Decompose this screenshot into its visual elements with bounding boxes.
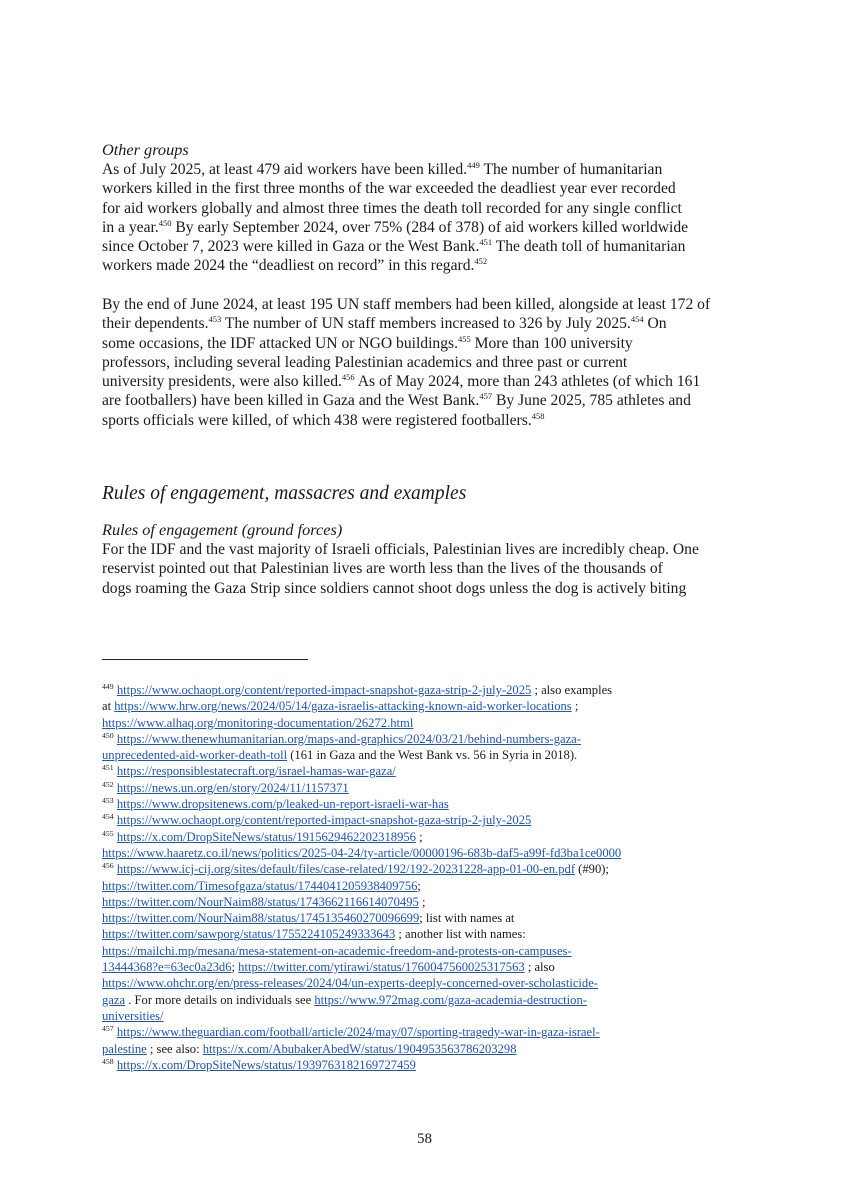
footnote-line	[102, 796, 752, 812]
footnote-number: 456	[102, 861, 114, 871]
footnote-link[interactable]: unprecedented-aid-worker-death-toll	[102, 748, 288, 763]
footnote-number: 458	[102, 1056, 114, 1066]
text-line: since October 7, 2023 were killed in Gaza or the West Bank.$^{451}$ The death toll of humanitarian	[102, 237, 686, 256]
footnotes	[102, 682, 752, 1073]
footnote-link[interactable]: https://www.theguardian.com/football/article/2024/may/07/sporting-tragedy-war-in-gaza-israel-	[116, 1025, 600, 1040]
footnote-line	[102, 731, 752, 747]
footnote-link[interactable]: palestine	[102, 1041, 147, 1056]
footnote-line: $^{449}$ https://www.ochaopt.org/content/reported-impact-snapshot-gaza-strip-2-july-2025 ; also examples	[102, 682, 613, 697]
other-groups-heading: Other groups	[102, 140, 189, 159]
footnote-link[interactable]: universities/	[102, 1008, 164, 1023]
footnote-ref: 451	[479, 237, 493, 248]
page-number: 58	[417, 1131, 432, 1147]
footnote-line	[102, 943, 752, 959]
footnote-number: 454	[102, 812, 114, 822]
footnote-line: palestine ; see also: https://x.com/AbubakerAbedW/status/1904953563786203298	[102, 1041, 517, 1056]
text-line: workers made 2024 the “deadliest on record” in this regard.$^{452}$	[102, 256, 488, 275]
text-line: are footballers) have been killed in Gaza and the West Bank.$^{457}$ By June 2025, 785 athletes and	[102, 391, 691, 410]
text-line: professors, including several leading Palestinian academics and three past or current	[102, 353, 628, 371]
footnote-link[interactable]: https://www.haaretz.co.il/news/politics/2025-04-24/ty-article/00000196-683b-daf5-a99f-fd3ba1ce0000	[102, 845, 622, 860]
footnote-number: 451	[102, 763, 114, 773]
text-line: some occasions, the IDF attacked UN or NGO buildings.$^{455}$ More than 100 university	[102, 333, 633, 352]
footnote-link[interactable]: https://twitter.com/ytirawi/status/1760047560025317563	[238, 960, 525, 975]
footnote-ref: 452	[474, 256, 488, 267]
text-line: university presidents, were also killed.$^{456}$ As of May 2024, more than 243 athletes (of which 161	[102, 372, 701, 391]
footnote-link[interactable]: https://www.icj-cij.org/sites/default/files/case-related/192/192-20231228-app-01-00-en.pdf	[116, 862, 576, 877]
footnote-ref: 458	[531, 410, 545, 421]
footnote-link[interactable]: https://twitter.com/NourNaim88/status/1745135460270096699	[102, 911, 420, 926]
rules-section	[102, 482, 762, 506]
footnote-line: $^{456}$ https://www.icj-cij.org/sites/default/files/case-related/192/192-20231228-app-01-00-en.pdf (#90);	[102, 861, 609, 877]
text-line: in a year.$^{450}$ By early September 2024, over 75% (284 of 378) of aid workers killed worldwide	[102, 217, 689, 236]
footnote-ref: 455	[458, 333, 471, 344]
footnote-line: $^{455}$ https://x.com/DropSiteNews/status/1915629462202318956 ;	[102, 828, 423, 844]
footnote-number: 455	[102, 828, 114, 838]
paragraph-rules	[102, 540, 762, 598]
footnote-line	[102, 763, 752, 779]
footnote-link[interactable]: https://x.com/DropSiteNews/status/1915629462202318956	[116, 829, 416, 844]
footnote-separator	[102, 659, 308, 660]
footnote-line	[102, 975, 752, 991]
text-line: As of July 2025, at least 479 aid workers have been killed.$^{449}$ The number of humanitarian	[102, 160, 663, 178]
footnote-line	[102, 1024, 752, 1040]
footnote-link[interactable]: https://www.972mag.com/gaza-academia-destruction-	[314, 992, 587, 1007]
section-heading-rules: Rules of engagement, massacres and examples	[102, 483, 467, 504]
footnote-line: https://twitter.com/NourNaim88/status/1743662116614070495 ;	[102, 894, 426, 909]
footnote-link[interactable]: https://www.ohchr.org/en/press-releases/2024/04/un-experts-deeply-concerned-over-scholasticide-	[102, 976, 598, 991]
footnote-link[interactable]: 13444368?e=63ec0a23d6	[102, 960, 232, 975]
paragraph-un-staff	[102, 295, 762, 430]
footnote-line	[102, 1008, 752, 1024]
text-line: reservist pointed out that Palestinian lives are worth less than the lives of the thousands of	[102, 560, 663, 578]
footnote-line: at https://www.hrw.org/news/2024/05/14/gaza-israelis-attacking-known-aid-worker-locations ;	[102, 699, 579, 714]
footnote-link[interactable]: https://x.com/AbubakerAbedW/status/1904953563786203298	[202, 1041, 517, 1056]
footnote-line: https://twitter.com/Timesofgaza/status/1744041205938409756;	[102, 878, 421, 893]
footnote-link[interactable]: https://www.ochaopt.org/content/reported-impact-snapshot-gaza-strip-2-july-2025	[116, 683, 532, 697]
un-staff-section	[102, 295, 762, 430]
footnote-ref: 456	[341, 372, 355, 383]
footnote-link[interactable]: https://twitter.com/sawporg/status/1755224105249333643	[102, 927, 396, 942]
footnote-link[interactable]: https://www.hrw.org/news/2024/05/14/gaza-israelis-attacking-known-aid-worker-locations	[114, 699, 572, 714]
footnote-line	[102, 1057, 752, 1073]
footnote-link[interactable]: https://mailchi.mp/mesana/mesa-statement-on-academic-freedom-and-protests-on-campuses-	[102, 943, 572, 958]
footnote-ref: 453	[208, 314, 222, 325]
footnote-line: unprecedented-aid-worker-death-toll (161 in Gaza and the West Bank vs. 56 in Syria in 2018).	[102, 748, 578, 763]
text-line: By the end of June 2024, at least 195 UN staff members had been killed, alongside at least 172 of	[102, 296, 711, 313]
footnote-ref: 457	[479, 391, 493, 402]
footnote-line: 13444368?e=63ec0a23d6; https://twitter.com/ytirawi/status/1760047560025317563 ; also	[102, 960, 555, 975]
footnote-line: https://twitter.com/NourNaim88/status/1745135460270096699; list with names at	[102, 911, 515, 926]
text-line: for aid workers globally and almost three times the death toll recorded for any single conflict	[102, 199, 682, 217]
rules-ground-section	[102, 520, 762, 598]
footnote-link[interactable]: https://twitter.com/Timesofgaza/status/1744041205938409756	[102, 878, 418, 893]
footnote-link[interactable]: https://www.alhaq.org/monitoring-documentation/26272.html	[102, 715, 414, 730]
footnote-ref: 450	[158, 217, 172, 228]
other-groups-section	[102, 140, 762, 276]
footnote-number: 449	[102, 682, 114, 691]
footnote-ref: 449	[467, 160, 480, 170]
rules-ground-forces-heading: Rules of engagement (ground forces)	[102, 520, 343, 539]
text-line: sports officials were killed, of which 438 were registered footballers.$^{458}$	[102, 410, 545, 429]
footnote-line	[102, 715, 752, 731]
paragraph-aid-workers	[102, 160, 762, 276]
footnote-number: 452	[102, 779, 114, 789]
footnote-number: 453	[102, 796, 114, 806]
footnote-link[interactable]: https://twitter.com/NourNaim88/status/1743662116614070495	[102, 894, 419, 909]
footnote-line: gaza . For more details on individuals see https://www.972mag.com/gaza-academia-destruction-	[102, 992, 587, 1007]
text-line: their dependents.$^{453}$ The number of UN staff members increased to 326 by July 2025.$^{454}$ On	[102, 314, 667, 333]
text-line: dogs roaming the Gaza Strip since soldiers cannot shoot dogs unless the dog is actively biting	[102, 579, 687, 597]
footnote-line	[102, 812, 752, 828]
footnote-link[interactable]: https://www.ochaopt.org/content/reported-impact-snapshot-gaza-strip-2-july-2025	[116, 813, 532, 828]
footnote-link[interactable]: https://news.un.org/en/story/2024/11/1157371	[116, 780, 349, 795]
footnote-link[interactable]: https://responsiblestatecraft.org/israel-hamas-war-gaza/	[116, 764, 396, 779]
footnote-line	[102, 780, 752, 796]
footnote-line	[102, 845, 752, 861]
text-line: workers killed in the first three months of the war exceeded the deadliest year ever recorded	[102, 180, 676, 198]
footnote-link[interactable]: https://www.dropsitenews.com/p/leaked-un-report-israeli-war-has	[116, 797, 449, 812]
footnote-number: 457	[102, 1024, 114, 1034]
footnote-number: 450	[102, 730, 114, 740]
text-line: For the IDF and the vast majority of Israeli officials, Palestinian lives are incredibly cheap. One	[102, 541, 699, 558]
footnote-line: https://twitter.com/sawporg/status/1755224105249333643 ; another list with names:	[102, 927, 526, 942]
footnote-ref: 454	[630, 314, 644, 325]
footnote-link[interactable]: https://www.thenewhumanitarian.org/maps-and-graphics/2024/03/21/behind-numbers-gaza-	[116, 731, 581, 746]
footnote-link[interactable]: gaza	[102, 992, 126, 1007]
footnote-link[interactable]: https://x.com/DropSiteNews/status/1939763182169727459	[116, 1057, 416, 1072]
